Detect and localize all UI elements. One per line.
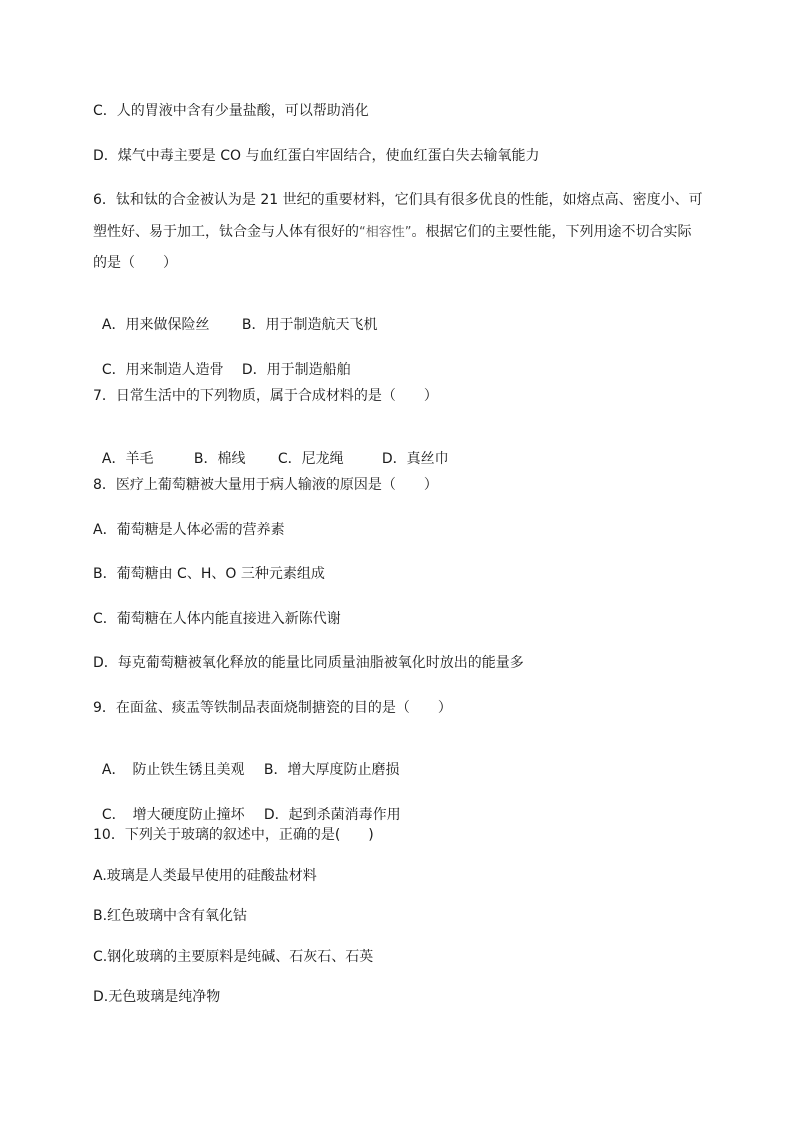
q6-options-row-2 [93, 343, 351, 379]
q7-option-d: D．真丝巾 [381, 451, 449, 467]
q9-options-row-2 [93, 788, 401, 824]
q8-option-c: C．葡萄糖在人体内能直接进入新陈代谢 [93, 611, 341, 627]
q7-option-a: A．羊毛 [101, 451, 154, 467]
q10-stem: 10．下列关于玻璃的叙述中，正确的是( ) [93, 827, 374, 843]
q7-option-b: B．棉线 [193, 451, 246, 467]
q6-stem-line-3: 的是（ ） [93, 255, 177, 271]
q9-option-d: D．起到杀菌消毒作用 [263, 807, 401, 823]
q9-stem: 9．在面盆、痰盂等铁制品表面烧制搪瓷的目的是（ ） [93, 700, 452, 716]
q6-stem-line-1: 6．钛和钛的合金被认为是 21 世纪的重要材料，它们具有很多优良的性能，如熔点高、密度小、可 [93, 192, 703, 208]
q9-option-b: B．增大厚度防止磨损 [263, 762, 400, 778]
q6-option-b: B．用于制造航天飞机 [241, 317, 378, 333]
q9-option-a: A． 防止铁生锈且美观 [101, 762, 245, 778]
q10-option-c: C.钢化玻璃的主要原料是纯碱、石灰石、石英 [93, 949, 374, 965]
q7-stem: 7．日常生活中的下列物质，属于合成材料的是（ ） [93, 388, 438, 404]
q7-option-c: C．尼龙绳 [277, 451, 344, 467]
q9-options-row-1 [93, 743, 400, 779]
q5-option-d: D．煤气中毒主要是 CO 与血红蛋白牢固结合，使血红蛋白失去输氧能力 [93, 148, 540, 164]
q6-quote: “相容性” [359, 225, 412, 240]
q6-option-d: D．用于制造船舶 [241, 362, 351, 378]
q7-options-row [93, 432, 449, 468]
q10-option-a: A.玻璃是人类最早使用的硅酸盐材料 [93, 868, 317, 884]
q10-option-b: B.红色玻璃中含有氧化钴 [93, 908, 248, 924]
q6-option-c: C．用来制造人造骨 [101, 362, 224, 378]
q10-option-d: D.无色玻璃是纯净物 [93, 989, 221, 1005]
q9-option-c: C． 增大硬度防止撞坏 [101, 807, 245, 823]
q8-option-b: B．葡萄糖由 C、H、O 三种元素组成 [93, 566, 325, 582]
q6-options-row-1 [93, 298, 378, 334]
q8-option-a: A．葡萄糖是人体必需的营养素 [93, 522, 285, 538]
q6-stem-line-2-b: 。根据它们的主要性能，下列用途不切合实际 [411, 224, 692, 240]
q6-stem-line-2-a: 塑性好、易于加工，钛合金与人体有很好的 [93, 224, 359, 240]
q5-option-c: C．人的胃液中含有少量盐酸，可以帮助消化 [93, 103, 369, 119]
q6-stem-line-2 [93, 223, 691, 242]
q6-option-a: A．用来做保险丝 [101, 317, 210, 333]
q8-stem: 8．医疗上葡萄糖被大量用于病人输液的原因是（ ） [93, 477, 438, 493]
q8-option-d: D．每克葡萄糖被氧化释放的能量比同质量油脂被氧化时放出的能量多 [93, 655, 524, 671]
